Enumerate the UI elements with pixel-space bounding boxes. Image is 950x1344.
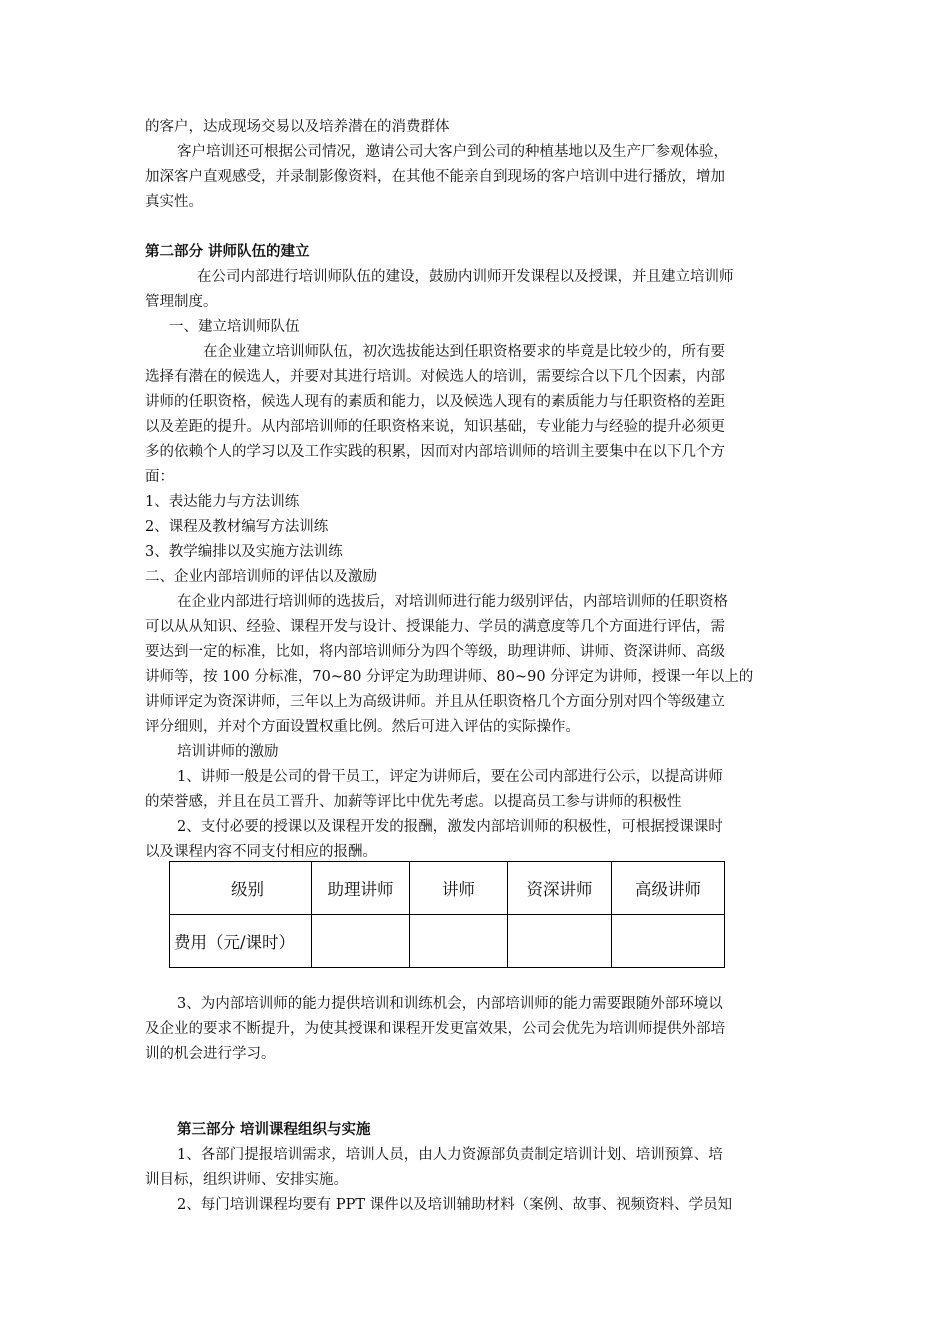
table-cell bbox=[312, 915, 410, 968]
table-cell-senior: 资深讲师 bbox=[508, 862, 612, 915]
subheading: 一、建立培训师队伍 bbox=[169, 319, 300, 335]
paragraph-line: 讲师的任职资格，候选人现有的素质和能力，以及候选人现有的素质能力与任职资格的差距 bbox=[145, 394, 725, 410]
subheading: 二、企业内部培训师的评估以及激励 bbox=[145, 569, 377, 585]
paragraph-line: 客户培训还可根据公司情况，邀请公司大客户到公司的种植基地以及生产厂参观体验， bbox=[177, 144, 728, 160]
paragraph-line: 选择有潜在的候选人，并要对其进行培训。对候选人的培训，需要综合以下几个因素，内部 bbox=[145, 369, 725, 385]
section-2-heading: 第二部分 讲师队伍的建立 bbox=[145, 244, 310, 260]
paragraph-line: 在公司内部进行培训师队伍的建设，鼓励内训师开发课程以及授课，并且建立培训师 bbox=[197, 269, 734, 285]
table-header-row bbox=[170, 862, 725, 915]
paragraph-line: 面： bbox=[145, 469, 174, 485]
table-cell bbox=[508, 915, 612, 968]
paragraph-line: 2、支付必要的授课以及课程开发的报酬，激发内部培训师的积极性，可根据授课课时 bbox=[177, 819, 723, 835]
paragraph-line: 以及差距的提升。从内部培训师的任职资格来说，知识基础，专业能力与经验的提升必须更 bbox=[145, 419, 725, 435]
paragraph-line: 以及课程内容不同支付相应的报酬。 bbox=[145, 844, 377, 860]
paragraph-line: 训目标，组织讲师、安排实施。 bbox=[145, 1172, 348, 1188]
paragraph-line: 加深客户直观感受，并录制影像资料，在其他不能亲自到现场的客户培训中进行播放，增加 bbox=[145, 169, 725, 185]
section-3-heading: 第三部分 培训课程组织与实施 bbox=[177, 1122, 371, 1138]
paragraph-line: 真实性。 bbox=[145, 194, 203, 210]
subheading: 培训讲师的激励 bbox=[177, 744, 279, 760]
paragraph-line: 讲师评定为资深讲师，三年以上为高级讲师。并且从任职资格几个方面分别对四个等级建立 bbox=[145, 694, 725, 710]
paragraph-line: 在企业建立培训师队伍，初次选拔能达到任职资格要求的毕竟是比较少的，所有要 bbox=[203, 344, 725, 360]
paragraph-line: 1、讲师一般是公司的骨干员工，评定为讲师后，要在公司内部进行公示，以提高讲师 bbox=[177, 769, 723, 785]
table-cell-assistant: 助理讲师 bbox=[312, 862, 410, 915]
paragraph-line: 的荣誉感，并且在员工晋升、加薪等评比中优先考虑。以提高员工参与讲师的积极性 bbox=[145, 794, 682, 810]
paragraph-line: 训的机会进行学习。 bbox=[145, 1046, 276, 1062]
paragraph-line: 1、各部门提报培训需求，培训人员，由人力资源部负责制定培训计划、培训预算、培 bbox=[177, 1147, 723, 1163]
paragraph-line: 2、每门培训课程均要有 PPT 课件以及培训辅助材料（案例、故事、视频资料、学员知 bbox=[177, 1197, 733, 1213]
table-cell bbox=[612, 915, 725, 968]
paragraph-line: 的客户，达成现场交易以及培养潜在的消费群体 bbox=[145, 119, 450, 135]
table-cell-fee-label: 费用（元/课时） bbox=[170, 915, 312, 968]
list-item: 1、表达能力与方法训练 bbox=[145, 494, 300, 510]
table-cell-advanced: 高级讲师 bbox=[612, 862, 725, 915]
list-item: 2、课程及教材编写方法训练 bbox=[145, 519, 329, 535]
table-cell bbox=[410, 915, 508, 968]
paragraph-line: 管理制度。 bbox=[145, 294, 218, 310]
paragraph-line: 要达到一定的标准，比如，将内部培训师分为四个等级，助理讲师、讲师、资深讲师、高级 bbox=[145, 644, 725, 660]
table-cell-lecturer: 讲师 bbox=[410, 862, 508, 915]
paragraph-line: 多的依赖个人的学习以及工作实践的积累，因而对内部培训师的培训主要集中在以下几个方 bbox=[145, 444, 725, 460]
table-row bbox=[170, 915, 725, 968]
paragraph-line: 及企业的要求不断提升，为使其授课和课程开发更富效果，公司会优先为培训师提供外部培 bbox=[145, 1021, 725, 1037]
paragraph-line: 3、为内部培训师的能力提供培训和训练机会，内部培训师的能力需要跟随外部环境以 bbox=[177, 996, 723, 1012]
paragraph-line: 评分细则，并对个方面设置权重比例。然后可进入评估的实际操作。 bbox=[145, 719, 580, 735]
list-item: 3、教学编排以及实施方法训练 bbox=[145, 544, 343, 560]
table-cell-level: 级别 bbox=[170, 862, 312, 915]
fee-table bbox=[169, 861, 725, 968]
paragraph-line: 可以从从知识、经验、课程开发与设计、授课能力、学员的满意度等几个方面进行评估，需 bbox=[145, 619, 725, 635]
paragraph-line: 在企业内部进行培训师的选拔后，对培训师进行能力级别评估，内部培训师的任职资格 bbox=[177, 594, 728, 610]
paragraph-line: 讲师等，按 100 分标准，70~80 分评定为助理讲师、80~90 分评定为讲师，授课一年以上的 bbox=[145, 669, 754, 685]
